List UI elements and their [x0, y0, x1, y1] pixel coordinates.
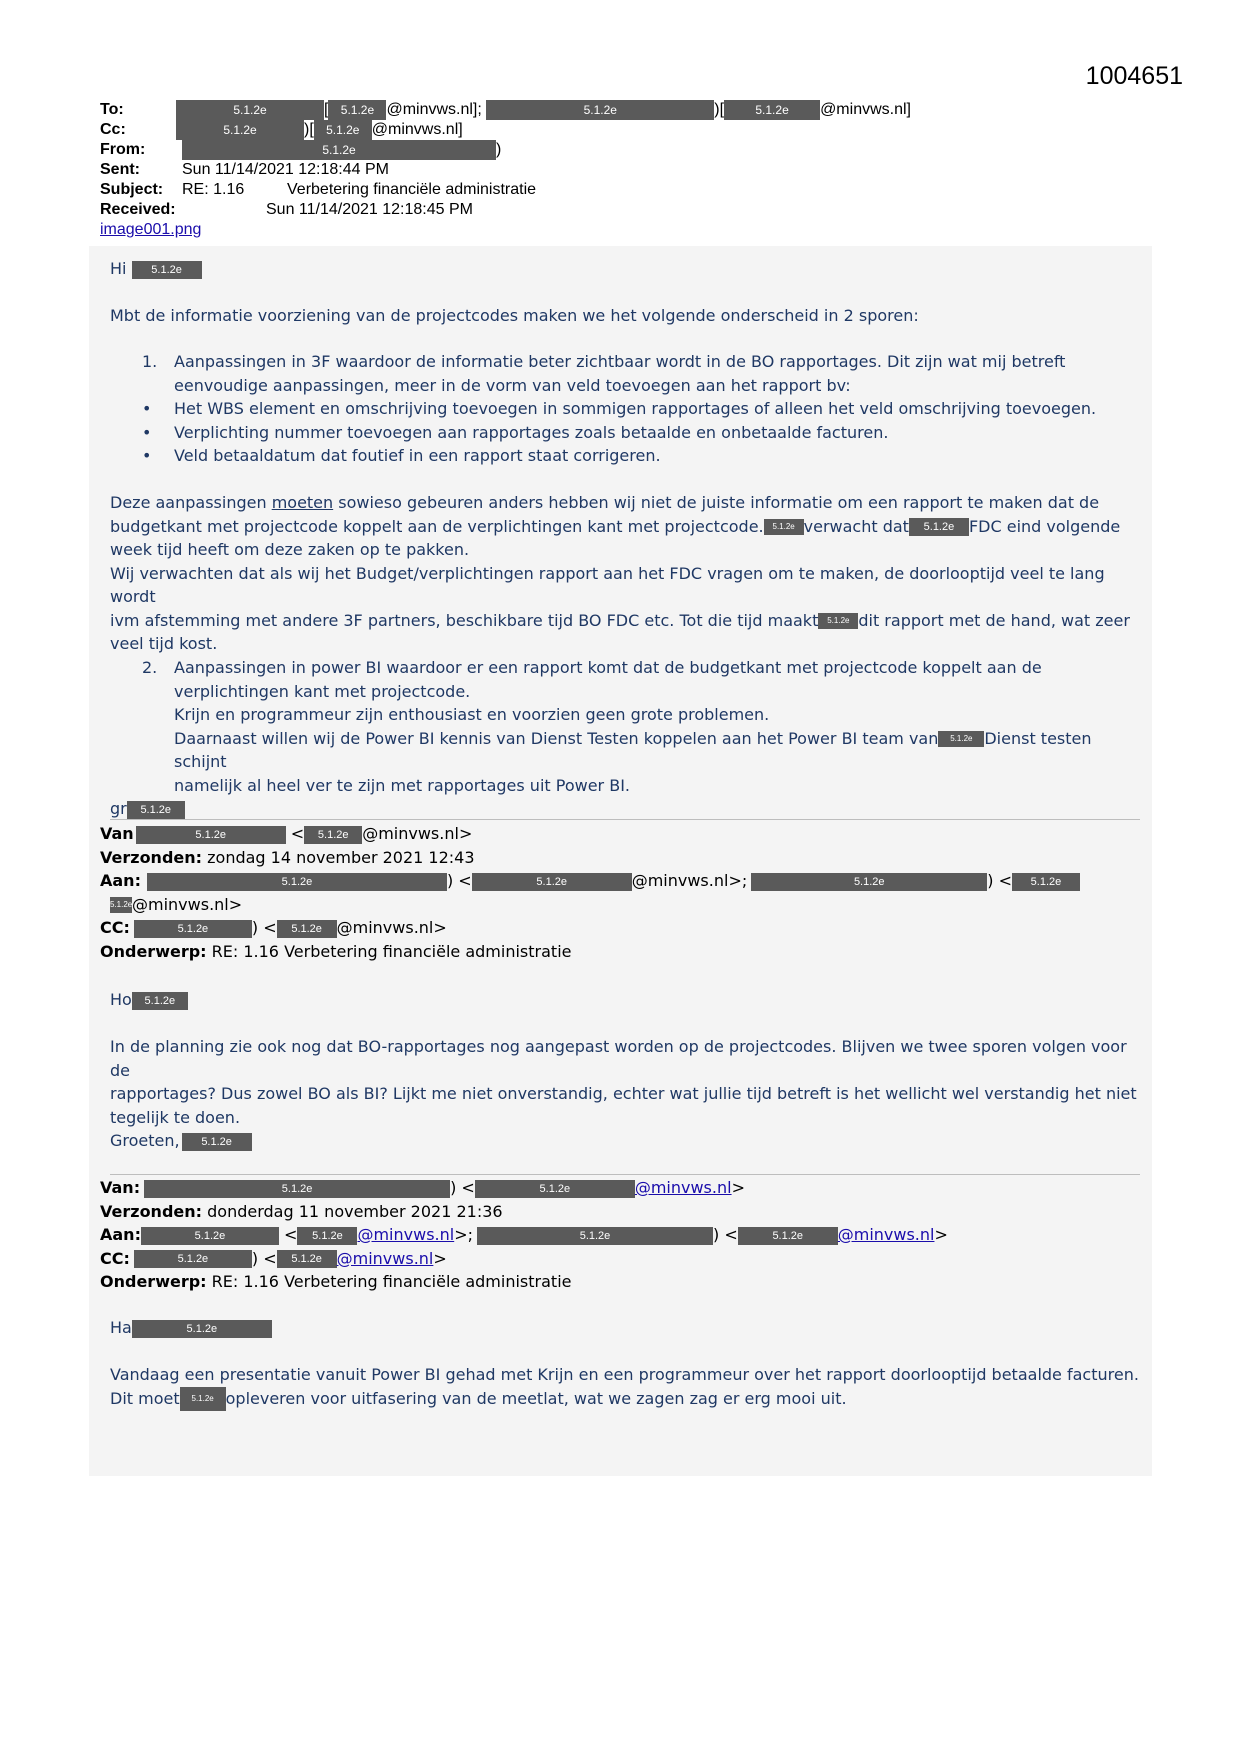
redaction-box: 5.1.2e: [176, 100, 324, 120]
redaction-box: 5.1.2e: [304, 826, 362, 844]
redaction-box: 5.1.2e: [134, 920, 252, 938]
redaction-box: 5.1.2e: [486, 100, 714, 120]
redaction-box: 5.1.2e: [818, 613, 858, 629]
redaction-box: 5.1.2e: [147, 873, 447, 891]
redaction-box: 5.1.2e: [1012, 873, 1080, 891]
to-label: To:: [100, 101, 124, 118]
sent-value: Sun 11/14/2021 12:18:44 PM: [182, 161, 389, 178]
redaction-box: 5.1.2e: [328, 100, 386, 120]
divider: [110, 819, 1140, 820]
list-item: • Veld betaaldatum dat foutief in een rapport staat corrigeren.: [142, 444, 1142, 468]
redaction-box: 5.1.2e: [472, 873, 632, 891]
redaction-box: 5.1.2e: [127, 801, 185, 819]
redaction-box: 5.1.2e: [738, 1227, 838, 1245]
greeting-2: Ho 5.1.2e: [110, 988, 1140, 1012]
redaction-box: 5.1.2e: [751, 873, 987, 891]
greeting-1: Hi 5.1.2e: [110, 257, 1140, 281]
sent-label: Sent:: [100, 161, 140, 178]
redaction-box: 5.1.2e: [764, 519, 804, 535]
redaction-box: 5.1.2e: [132, 1320, 272, 1338]
redaction-box: 5.1.2e: [180, 1387, 226, 1411]
message-2-body: In de planning zie ook nog dat BO-rapportages nog aangepast worden op de projectcodes. Blijven we twee sporen volgen voor de rapportages? Dus zowel BO als BI? Lijkt me niet onverstandig, echter wat jullie tijd betreft is het wellicht wel verstandig het niet tegelijk te doen.: [110, 1037, 1137, 1127]
redaction-box: 5.1.2e: [297, 1227, 357, 1245]
redaction-box: 5.1.2e: [477, 1227, 713, 1245]
redaction-box: 5.1.2e: [475, 1180, 635, 1198]
redaction-box: 5.1.2e: [134, 1250, 252, 1268]
cc-label: Cc:: [100, 121, 126, 138]
redaction-box: 5.1.2e: [132, 992, 188, 1010]
redaction-box: 5.1.2e: [132, 261, 202, 279]
list-item-1: 1. Aanpassingen in 3F waardoor de informatie beter zichtbaar wordt in de BO rapportages. Dit zijn wat mij betreft eenvoudige aanpassingen, meer in de vorm van veld toevoegen aan het rapport bv:: [142, 352, 1066, 395]
redaction-box: 5.1.2e: [182, 140, 496, 160]
forward-header-1: Van 5.1.2e < 5.1.2e @minvws.nl> Verzonden: zondag 14 november 2021 12:43 Aan: 5.1.2e ) < 5.1.2e @minvws.nl>; 5.1.2e ) < 5.1.2e 5.1.2e@minvws.nl> CC: 5.1.2e ) < 5.1.2e @minvws.nl> Onderwerp: RE: 1.16 Verbetering financiële administratie: [100, 822, 1080, 963]
subject-text: Verbetering financiële administratie: [287, 181, 537, 198]
from-label: From:: [100, 141, 146, 158]
received-value: Sun 11/14/2021 12:18:45 PM: [266, 201, 473, 218]
list-item-2: 2. Aanpassingen in power BI waardoor er een rapport komt dat de budgetkant met projectcode koppelt aan de verplichtingen kant met projectcode. Krijn en programmeur zijn enthousiast en voorzien geen grote problemen. Daarnaast willen wij de Power BI kennis van Dienst Testen koppelen aan het Power BI team van 5.1.2e Dienst testen schijnt namelijk al heel ver te zijn met rapportages uit Power BI.: [142, 658, 1092, 795]
redaction-box: 5.1.2e: [144, 1180, 450, 1198]
list-item: • Verplichting nummer toevoegen aan rapportages zoals betaalde en onbetaalde facturen.: [142, 421, 1142, 445]
redaction-box: 5.1.2e: [314, 120, 372, 140]
redaction-box: 5.1.2e: [182, 1133, 252, 1151]
divider: [110, 1174, 1140, 1175]
bullet-list: [142, 397, 1142, 468]
forward-header-2: Van: 5.1.2e ) < 5.1.2e @minvws.nl> Verzonden: donderdag 11 november 2021 21:36 Aan: 5.1.2e < 5.1.2e @minvws.nl>; 5.1.2e ) < 5.1.2e @minvws.nl> CC: 5.1.2e ) < 5.1.2e @minvws.nl> Onderwerp: RE: 1.16 Verbetering financiële administratie: [100, 1178, 948, 1291]
to-domain-2: @minvws.nl]: [820, 101, 911, 119]
to-domain-1: @minvws.nl];: [386, 101, 482, 119]
greeting-3: Ha 5.1.2e: [110, 1316, 1140, 1340]
message-3-body: Vandaag een presentatie vanuit Power BI gehad met Krijn en een programmeur over het rapport doorlooptijd betaalde facturen. Dit moet 5.1.2e opleveren voor uitfasering van de meetlat, wat we zagen zag er erg mooi uit.: [110, 1363, 1140, 1411]
subject-re: RE: 1.16: [182, 181, 245, 198]
subject-label: Subject:: [100, 181, 164, 198]
attachment-link[interactable]: image001.png: [100, 221, 202, 238]
closing-2: Groeten, 5.1.2e: [110, 1129, 1140, 1153]
document-number: 1004651: [1085, 62, 1183, 90]
list-item: • Het WBS element en omschrijving toevoegen in sommigen rapportages of alleen het veld omschrijving toevoegen.: [142, 397, 1142, 421]
redaction-box: 5.1.2e: [176, 120, 304, 140]
paragraph-2: Deze aanpassingen moeten sowieso gebeuren anders hebben wij niet de juiste informatie om een rapport te maken dat de budgetkant met projectcode koppelt aan de verplichtingen kant met projectcode. 5.1.2e verwacht dat 5.1.2e FDC eind volgende week tijd heeft om deze zaken op te pakken. Wij verwachten dat als wij het Budget/verplichtingen rapport aan het FDC vragen om te maken, de doorlooptijd veel te lang wordt ivm afstemming met andere 3F partners, beschikbare tijd BO FDC etc. Tot die tijd maakt 5.1.2e dit rapport met de hand, wat zeer veel tijd kost.: [110, 493, 1130, 653]
intro-paragraph: Mbt de informatie voorziening van de projectcodes maken we het volgende onderscheid in 2 sporen:: [110, 306, 919, 325]
closing-1: gr 5.1.2e: [110, 797, 1140, 821]
received-label: Received:: [100, 201, 176, 218]
redaction-box: 5.1.2e: [277, 920, 337, 938]
redaction-box: 5.1.2e: [110, 897, 132, 913]
redaction-box: 5.1.2e: [938, 731, 984, 747]
redaction-box: 5.1.2e: [277, 1250, 337, 1268]
redaction-box: 5.1.2e: [909, 518, 969, 536]
cc-domain: @minvws.nl]: [371, 121, 463, 139]
redaction-box: 5.1.2e: [724, 100, 820, 120]
redaction-box: 5.1.2e: [136, 826, 286, 844]
redaction-box: 5.1.2e: [141, 1227, 279, 1245]
